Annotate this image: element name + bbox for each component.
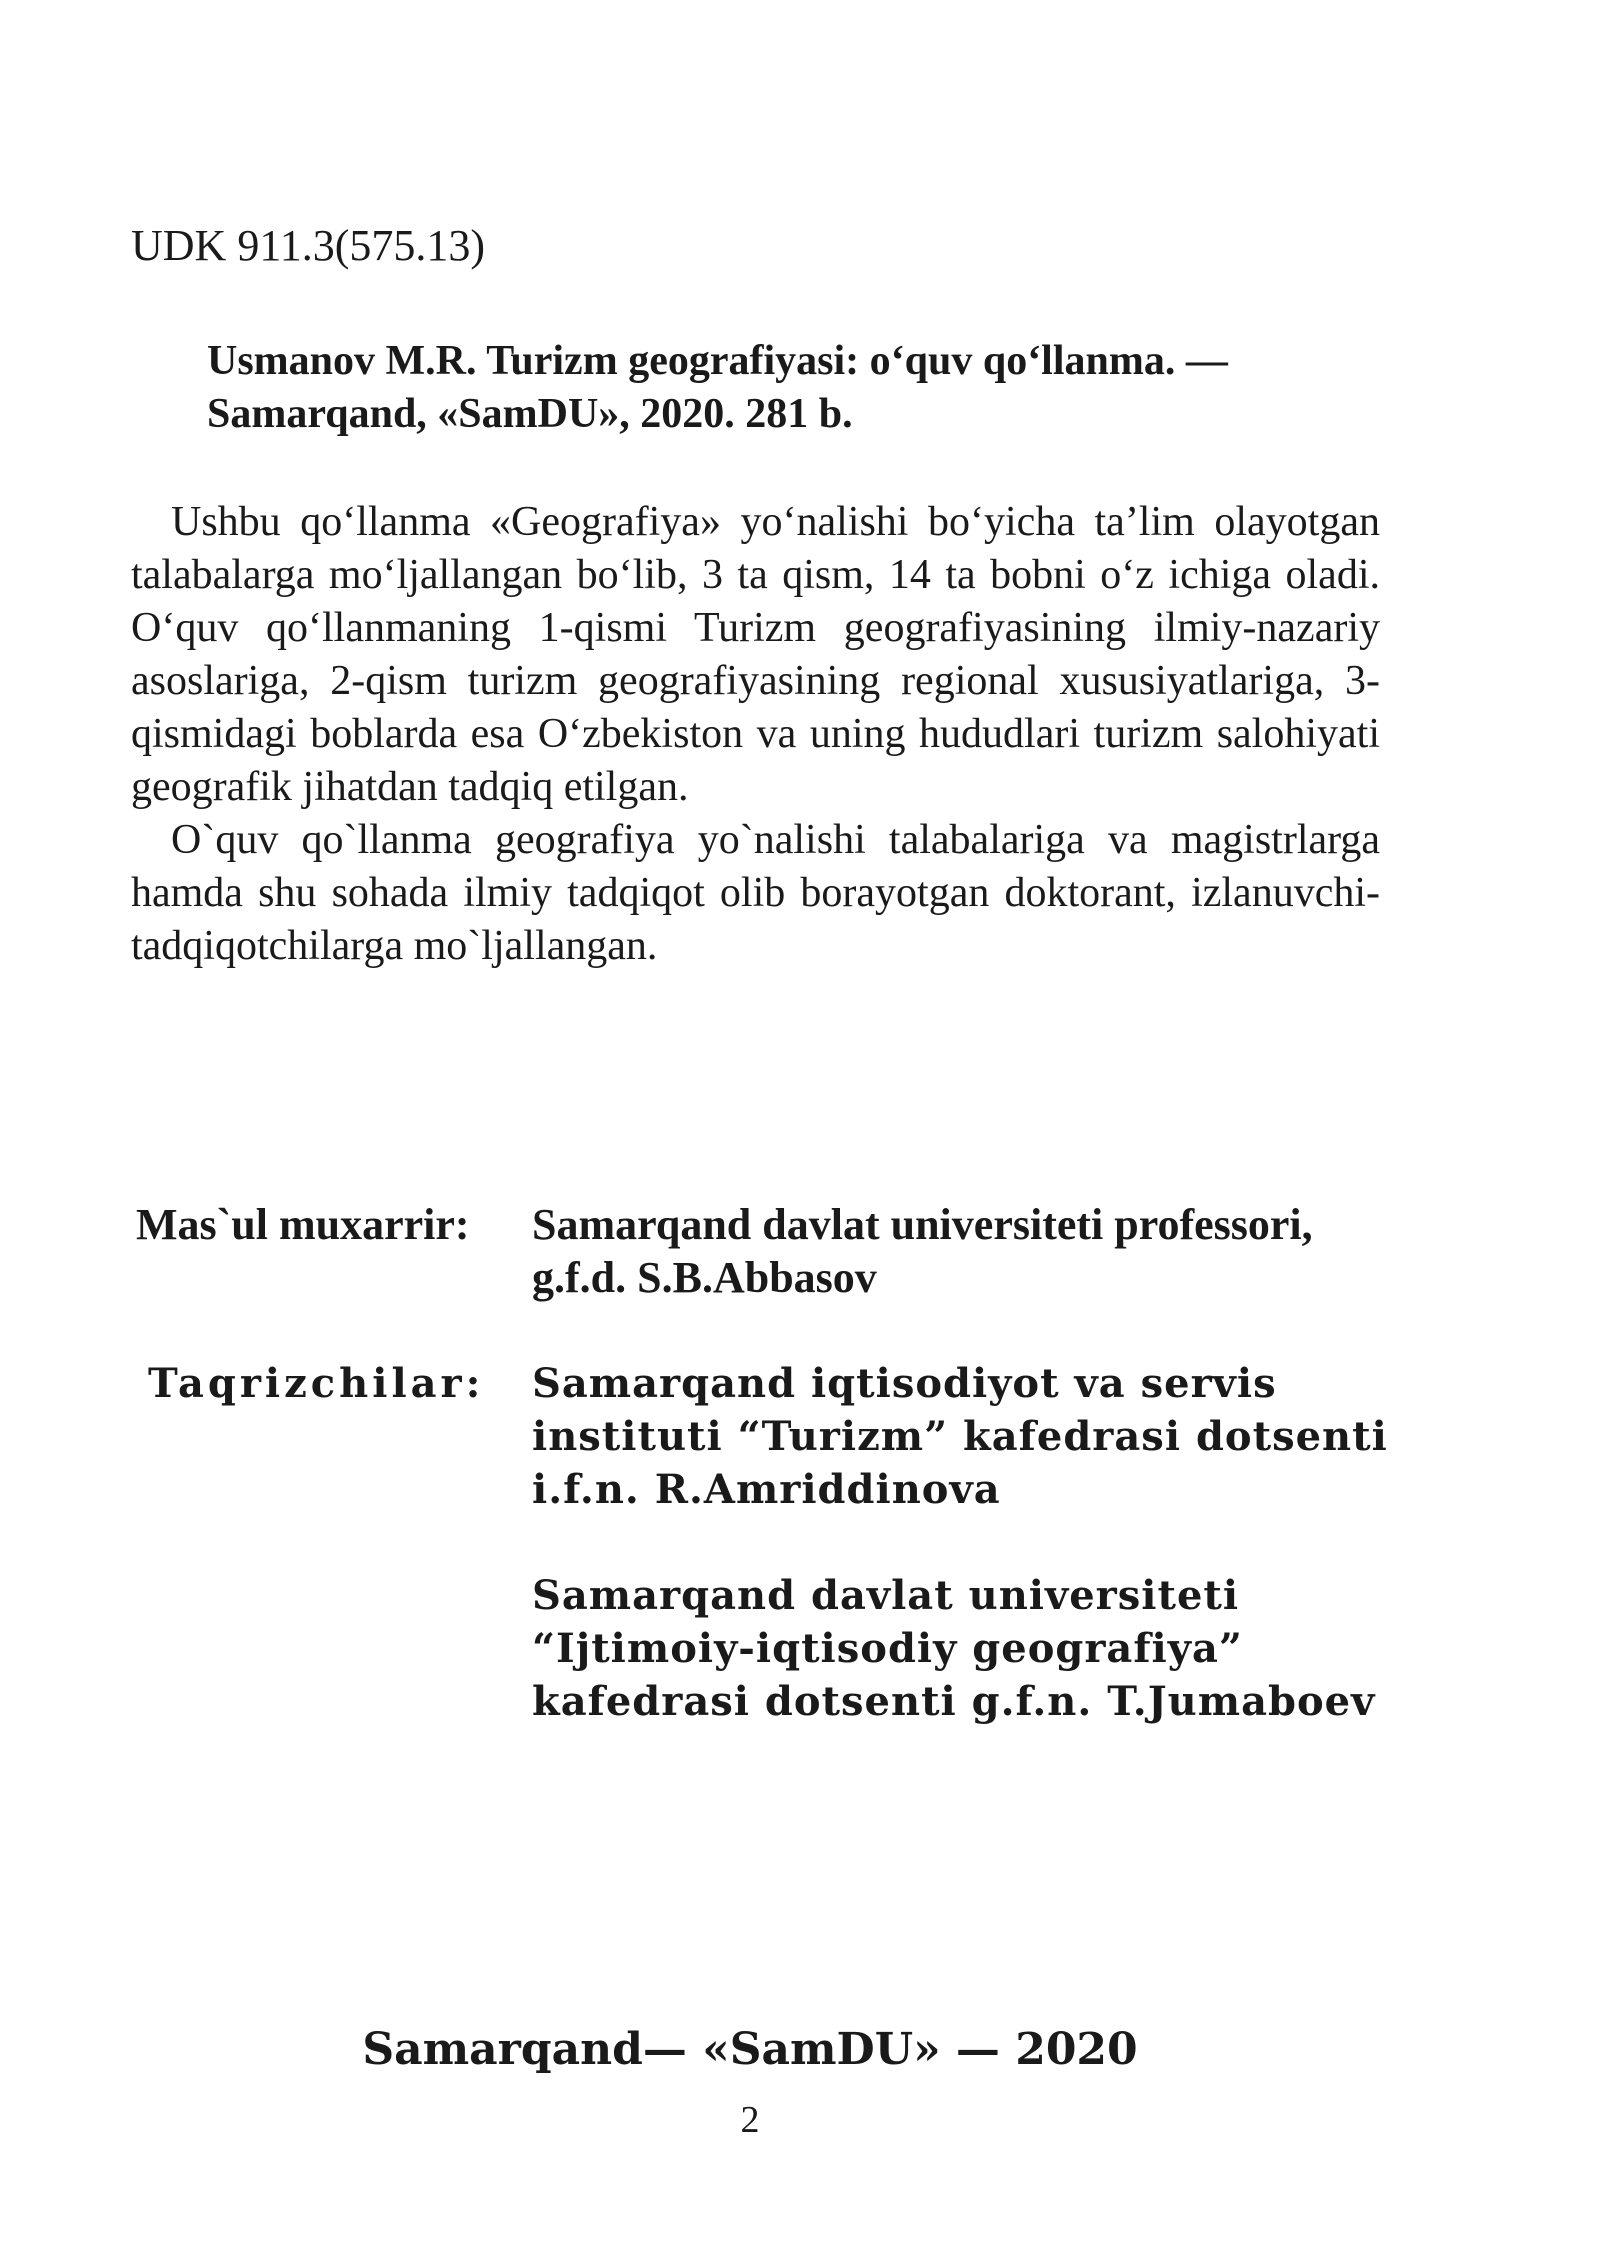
editor-line-1: Samarqand davlat universiteti professori, <box>532 1200 1313 1249</box>
citation-line-2: Samarqand, «SamDU», 2020. 281 b. <box>207 391 853 437</box>
citation-line-1: Usmanov M.R. Turizm geografiyasi: o‘quv qo‘llanma. — <box>207 338 1228 384</box>
reviewer-2-line-2: “Ijtimoiy-iqtisodiy geografiya” <box>532 1625 1243 1672</box>
reviewer-1-line-3: i.f.n. R.Amriddinova <box>532 1466 1001 1513</box>
editor-row <box>131 1198 1431 1304</box>
bibliographic-citation <box>207 335 1407 441</box>
reviewer-2-line-1: Samarqand davlat universiteti <box>532 1572 1240 1619</box>
page-number: 2 <box>740 2099 760 2141</box>
reviewer-2-line-3: kafedrasi dotsenti g.f.n. T.Jumaboev <box>532 1678 1376 1725</box>
udk-code: UDK 911.3(575.13) <box>131 221 485 270</box>
abstract-paragraph-2: O`quv qo`llanma geografiya yo`nalishi talabalariga va magistrlarga hamda shu sohada ilmiy tadqiqot olib borayotgan doktorant, izlanuvchi-tadqiqotchilarga mo`ljallangan. <box>131 817 1380 969</box>
editor-label: Mas`ul muxarrir: <box>136 1200 470 1249</box>
abstract-paragraph-1: Ushbu qo‘llanma «Geografiya» yo‘nalishi bo‘yicha ta’lim olayotgan talabalarga mo‘ljallangan bo‘lib, 3 ta qism, 14 ta bobni o‘z ichiga oladi. O‘quv qo‘llanmaning 1-qismi Turizm geografiyasining ilmiy-nazariy asoslariga, 2-qism turizm geografiyasining regional xususiyatlariga, 3-qismidagi boblarda esa O‘zbekiston va uning hududlari turizm salohiyati geografik jihatdan tadqiq etilgan. <box>131 499 1380 810</box>
reviewer-1-line-1: Samarqand iqtisodiyot va servis <box>532 1360 1277 1407</box>
credits-section <box>131 1198 1431 1728</box>
reviewer-2 <box>532 1569 1431 1728</box>
reviewers-row <box>131 1357 1431 1728</box>
reviewer-1-line-2: instituti “Turizm” kafedrasi dotsenti <box>532 1413 1388 1460</box>
reviewers-label: Taqrizchilar: <box>148 1360 485 1407</box>
publication-imprint: Samarqand— «SamDU» — 2020 <box>362 2024 1138 2075</box>
abstract <box>131 496 1380 973</box>
editor-value <box>532 1198 1431 1304</box>
editor-line-2: g.f.d. S.B.Abbasov <box>532 1253 877 1302</box>
reviewer-1 <box>532 1357 1431 1516</box>
